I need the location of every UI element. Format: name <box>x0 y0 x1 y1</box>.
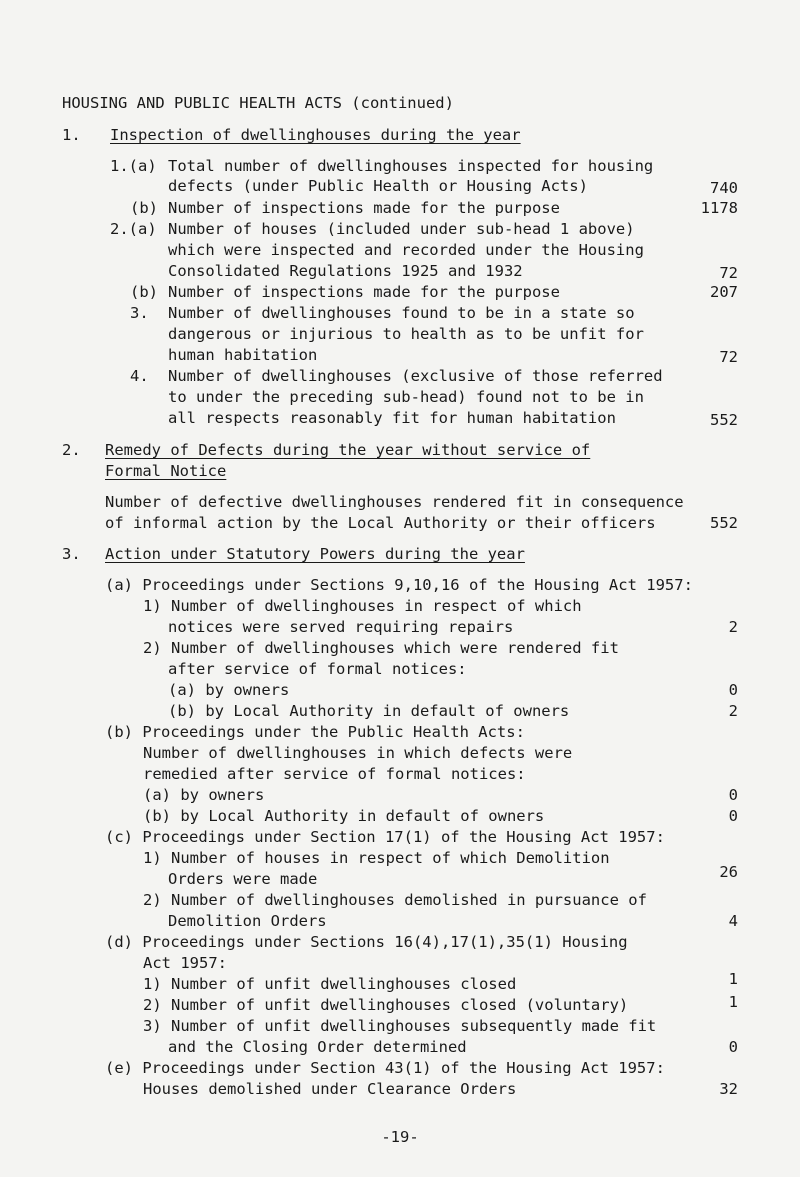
item-3-text: human habitation <box>168 346 318 364</box>
section-2-title: Formal Notice <box>105 462 227 480</box>
section-2-text: Number of defective dwellinghouses rendered fit in consequence <box>105 493 684 511</box>
item-3b-a-text: (a) by owners <box>143 786 265 804</box>
item-2b-text: Number of inspections made for the purpose <box>168 283 560 301</box>
item-3a-1-value: 2 <box>728 618 738 636</box>
item-4-text: Number of dwellinghouses (exclusive of those referred <box>168 367 663 385</box>
section-2-text: of informal action by the Local Authority or their officers <box>105 514 656 532</box>
item-3d-1-value: 1 <box>728 970 738 988</box>
item-1a-value: 740 <box>710 179 738 197</box>
item-4-label: 4. <box>130 367 149 385</box>
item-4-text: to under the preceding sub-head) found not to be in <box>168 388 644 406</box>
item-3a-heading: (a) Proceedings under Sections 9,10,16 of the Housing Act 1957: <box>105 576 693 594</box>
item-2a-label: 2.(a) <box>110 220 157 238</box>
item-1b-label: (b) <box>130 199 158 217</box>
item-3c-heading: (c) Proceedings under Section 17(1) of the Housing Act 1957: <box>105 828 665 846</box>
item-3a-2b-value: 2 <box>728 702 738 720</box>
item-2a-text: Number of houses (included under sub-head 1 above) <box>168 220 635 238</box>
section-3-number: 3. <box>62 545 81 563</box>
item-3d-1-text: 1) Number of unfit dwellinghouses closed <box>143 975 517 993</box>
item-3c-1-text: Orders were made <box>168 870 318 888</box>
item-2b-value: 207 <box>710 283 738 301</box>
item-3-value: 72 <box>719 348 738 366</box>
item-3-text: Number of dwellinghouses found to be in a state so <box>168 304 635 322</box>
section-3-title: Action under Statutory Powers during the year <box>105 545 525 563</box>
item-3a-1-text: notices were served requiring repairs <box>168 618 514 636</box>
item-1b-text: Number of inspections made for the purpose <box>168 199 560 217</box>
item-3c-1-value: 26 <box>719 863 738 881</box>
item-1a-text: Total number of dwellinghouses inspected for housing <box>168 157 654 175</box>
item-3d-heading: Act 1957: <box>143 954 227 972</box>
item-2a-text: Consolidated Regulations 1925 and 1932 <box>168 262 523 280</box>
item-4-text: all respects reasonably fit for human habitation <box>168 409 616 427</box>
item-3c-2-text: 2) Number of dwellinghouses demolished in pursuance of <box>143 891 647 909</box>
item-3d-3-text: and the Closing Order determined <box>168 1038 467 1056</box>
item-3b-b-text: (b) by Local Authority in default of owners <box>143 807 545 825</box>
item-3e-text: Houses demolished under Clearance Orders <box>143 1080 517 1098</box>
item-3e-value: 32 <box>719 1080 738 1098</box>
item-3a-2b-text: (b) by Local Authority in default of owners <box>168 702 570 720</box>
item-3b-heading: (b) Proceedings under the Public Health Acts: <box>105 723 525 741</box>
item-4-value: 552 <box>710 411 738 429</box>
section-1-title: Inspection of dwellinghouses during the year <box>110 126 521 144</box>
item-3b-text: remedied after service of formal notices: <box>143 765 526 783</box>
section-2-title: Remedy of Defects during the year without service of <box>105 441 591 459</box>
item-3a-2-text: after service of formal notices: <box>168 660 467 678</box>
item-3a-1-text: 1) Number of dwellinghouses in respect of which <box>143 597 582 615</box>
section-2-number: 2. <box>62 441 81 459</box>
item-3c-1-text: 1) Number of houses in respect of which Demolition <box>143 849 610 867</box>
item-3a-2a-text: (a) by owners <box>168 681 290 699</box>
item-3b-text: Number of dwellinghouses in which defects were <box>143 744 573 762</box>
section-1-number: 1. <box>62 126 81 144</box>
item-3a-2-text: 2) Number of dwellinghouses which were rendered fit <box>143 639 619 657</box>
item-2b-label: (b) <box>130 283 158 301</box>
item-1b-value: 1178 <box>700 199 738 217</box>
item-3-label: 3. <box>130 304 149 322</box>
item-1a-label: 1.(a) <box>110 157 157 175</box>
item-3e-heading: (e) Proceedings under Section 43(1) of the Housing Act 1957: <box>105 1059 665 1077</box>
item-1a-text: defects (under Public Health or Housing Acts) <box>168 177 588 195</box>
item-3d-heading: (d) Proceedings under Sections 16(4),17(1),35(1) Housing <box>105 933 628 951</box>
item-3c-2-value: 4 <box>728 912 738 930</box>
item-3c-2-text: Demolition Orders <box>168 912 327 930</box>
item-3b-a-value: 0 <box>728 786 738 804</box>
item-3b-b-value: 0 <box>728 807 738 825</box>
item-3d-2-value: 1 <box>728 993 738 1011</box>
page-header: HOUSING AND PUBLIC HEALTH ACTS (continued) <box>62 94 454 112</box>
item-2a-value: 72 <box>719 264 738 282</box>
item-2a-text: which were inspected and recorded under the Housing <box>168 241 644 259</box>
item-3-text: dangerous or injurious to health as to be unfit for <box>168 325 644 343</box>
page-number: -19- <box>381 1128 419 1146</box>
item-3a-2a-value: 0 <box>728 681 738 699</box>
item-3d-3-text: 3) Number of unfit dwellinghouses subsequently made fit <box>143 1017 657 1035</box>
item-3d-3-value: 0 <box>728 1038 738 1056</box>
item-3d-2-text: 2) Number of unfit dwellinghouses closed (voluntary) <box>143 996 629 1014</box>
section-2-value: 552 <box>710 514 738 532</box>
